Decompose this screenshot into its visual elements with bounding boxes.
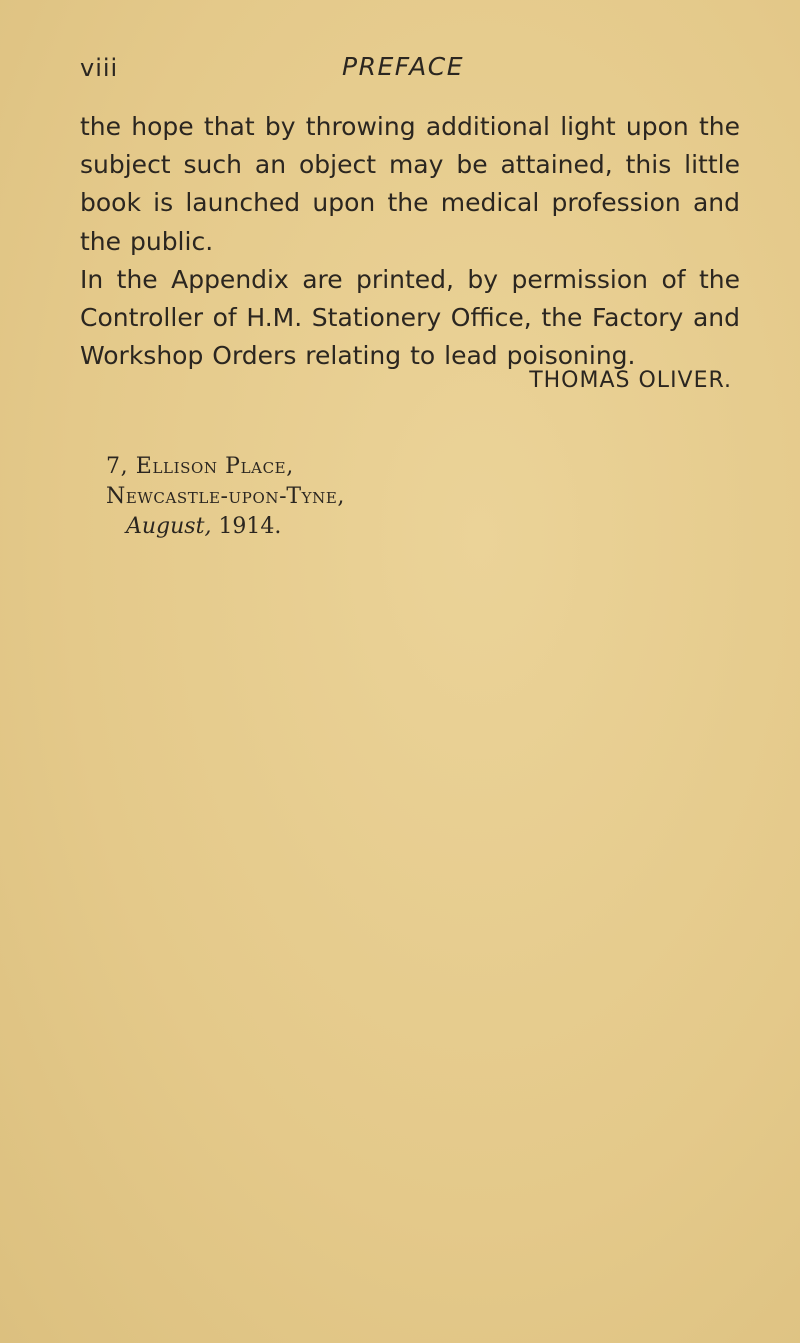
paragraph-1: the hope that by throwing additional light upon the subject such an object may be attained, this little book is launched upon the medical profession and the public.	[80, 112, 740, 256]
author-signature: THOMAS OLIVER.	[529, 368, 732, 393]
address-street: 7, Ellison Place,	[106, 454, 294, 479]
paragraph-2: In the Appendix are printed, by permission of the Controller of H.M. Stationery Office, the Factory and Workshop Orders relating to lead poisoning.	[80, 264, 740, 371]
book-page	[80, 0, 740, 1343]
address-city: Newcastle-upon-Tyne,	[106, 484, 346, 509]
running-head	[80, 52, 740, 92]
address-block	[106, 452, 345, 542]
date-month: August,	[126, 514, 212, 539]
page-number: viii	[80, 54, 119, 82]
date-year: 1914.	[218, 514, 282, 539]
preface-body	[80, 108, 740, 375]
running-title: PREFACE	[342, 52, 465, 81]
address-date	[106, 512, 345, 542]
